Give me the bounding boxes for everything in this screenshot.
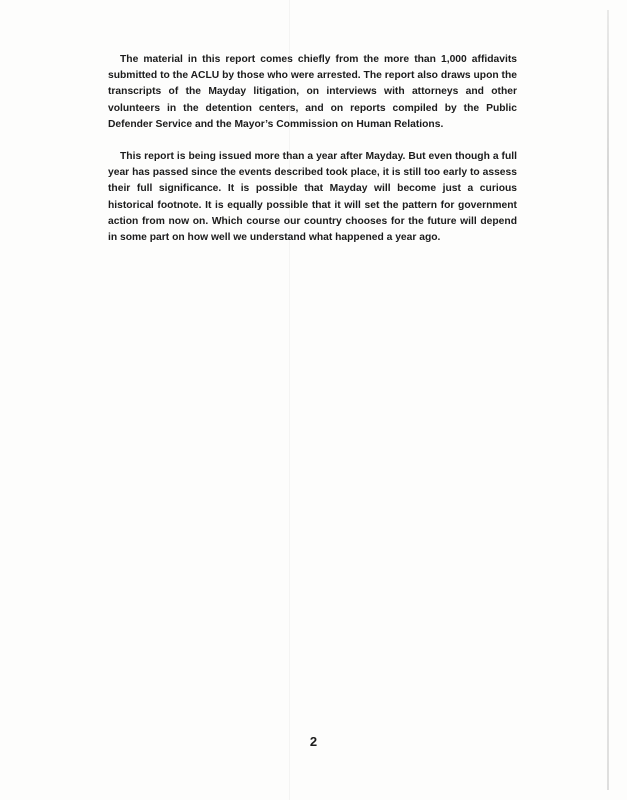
body-text [108,52,517,262]
page-number: 2 [309,734,318,749]
scan-edge [607,10,609,790]
paragraph-sources: The material in this report comes chiefly from the more than 1,000 affidavits submitted to the ACLU by those who were arrested. The report also draws upon the transcripts of the Mayday litigation, on interviews with attorneys and other volunteers in the detention centers, and on reports compiled by the Public Defender Service and the Mayor’s Commission on Human Relations. [108,54,517,130]
paragraph-significance: This report is being issued more than a year after Mayday. But even though a full year has passed since the events described took place, it is still too early to assess their full significance. It is possible that Mayday will become just a curious historical footnote. It is equally possible that it will set the pattern for government action from now on. Which course our country chooses for the future will depend in some part on how well we understand what happened a year ago. [108,151,517,244]
